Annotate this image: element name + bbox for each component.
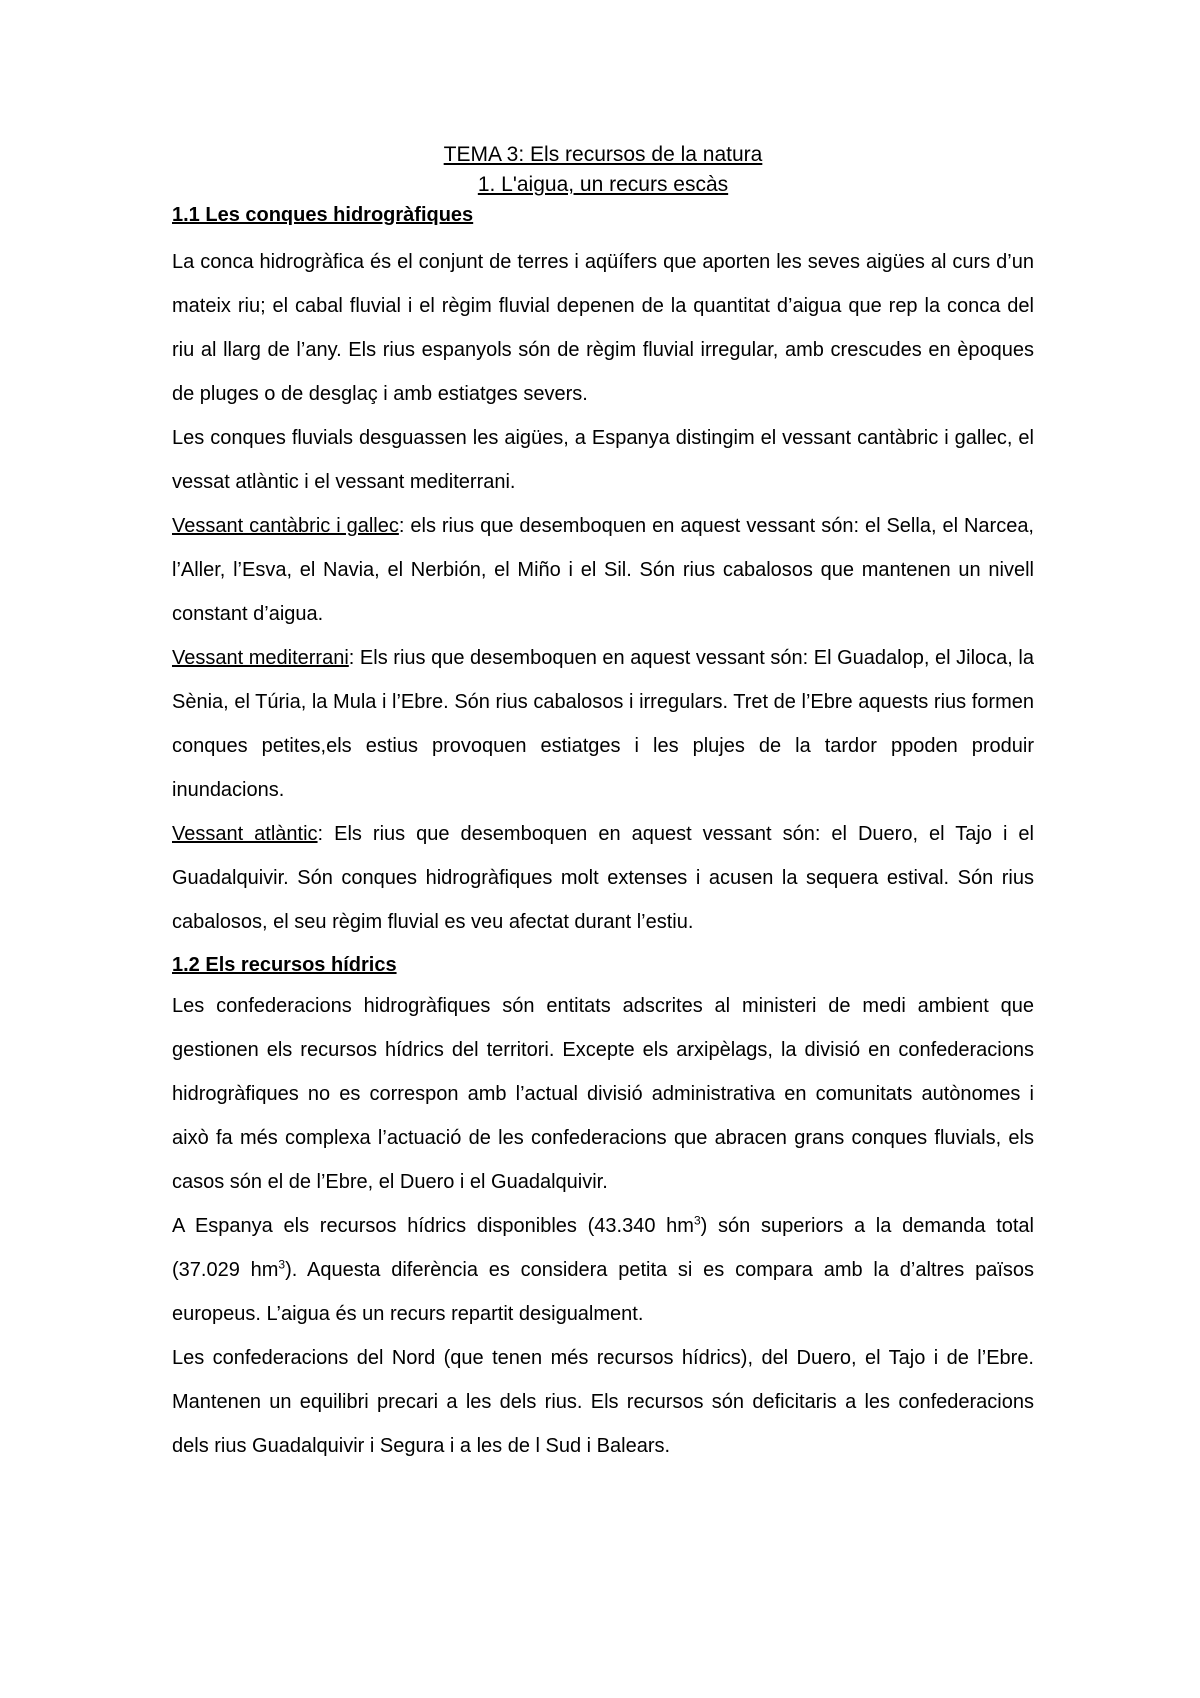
paragraph-vessant-atlantic <box>172 812 1034 944</box>
paragraph-vessant-mediterrani <box>172 636 1034 812</box>
text-recursos-a: A Espanya els recursos hídrics disponibles (43.340 hm <box>172 1215 694 1237</box>
label-vessant-cantabric: Vessant cantàbric i gallec <box>172 515 399 537</box>
paragraph-vessants-intro: Les conques fluvials desguassen les aigües, a Espanya distingim el vessant cantàbric i gallec, el vessat atlàntic i el vessant mediterrani. <box>172 427 1034 493</box>
label-vessant-atlantic: Vessant atlàntic <box>172 823 318 845</box>
paragraph-confederacions: Les confederacions hidrogràfiques són entitats adscrites al ministeri de medi ambient que gestionen els recursos hídrics del territori. Excepte els arxipèlags, la divisió en confederacions hidrogràfiques no es correspon amb l’actual divisió administrativa en comunitats autònomes i això fa més complexa l’actuació de les confederacions que abracen grans conques fluvials, els casos són el de l’Ebre, el Duero i el Guadalquivir. <box>172 995 1034 1193</box>
chapter-title: 1. L'aigua, un recurs escàs <box>477 173 729 196</box>
paragraph-conca-definition: La conca hidrogràfica és el conjunt de terres i aqüífers que aporten les seves aigües al curs d’un mateix riu; el cabal fluvial i el règim fluvial depenen de la quantitat d’aigua que rep la conca del riu al llarg de l’any. Els rius espanyols són de règim fluvial irregular, amb crescudes en èpoques de pluges o de desglaç i amb estiatges severs. <box>172 251 1034 405</box>
paragraph-recursos-disponibles <box>172 1204 1034 1336</box>
paragraph-vessant-cantabric <box>172 504 1034 636</box>
document-page <box>172 140 1034 1468</box>
paragraph-confederacions-nord: Les confederacions del Nord (que tenen més recursos hídrics), del Duero, el Tajo i de l’Ebre. Mantenen un equilibri precari a les dels rius. Els recursos són deficitaris a les confederacions dels rius Guadalquivir i Segura i a les de l Sud i Balears. <box>172 1347 1034 1457</box>
label-vessant-mediterrani: Vessant mediterrani <box>172 647 349 669</box>
superscript-cubed: 3 <box>278 1257 286 1272</box>
text-vessant-mediterrani: : Els rius que desemboquen en aquest vessant són: El Guadalop, el Jiloca, la Sènia, el Túria, la Mula i l’Ebre. Són rius cabalosos i irregulars. Tret de l’Ebre aquests rius formen conques petites,els estius provoquen estiatges i les plujes de la tardor ppoden produir inundacions. <box>172 647 1034 801</box>
section-heading-conques: 1.1 Les conques hidrogràfiques <box>172 204 474 226</box>
text-vessant-cantabric: : els rius que desemboquen en aquest vessant són: el Sella, el Narcea, l’Aller, l’Esva, el Navia, el Nerbión, el Miño i el Sil. Són rius cabalosos que mantenen un nivell constant d’aigua. <box>172 515 1034 625</box>
text-vessant-atlantic: : Els rius que desemboquen en aquest vessant són: el Duero, el Tajo i el Guadalquivir. Són conques hidrogràfiques molt extenses i acusen la sequera estival. Són rius cabalosos, el seu règim fluvial es veu afectat durant l’estiu. <box>172 823 1034 933</box>
text-recursos-c: ). Aquesta diferència es considera petita si es compara amb la d’altres països europeus. L’aigua és un recurs repartit desigualment. <box>172 1259 1034 1325</box>
text-recursos-b: ) són superiors a la demanda total (37.029 hm <box>172 1215 1034 1281</box>
section-heading-recursos: 1.2 Els recursos hídrics <box>172 954 397 976</box>
superscript-cubed: 3 <box>693 1213 701 1228</box>
page-title: TEMA 3: Els recursos de la natura <box>443 143 763 166</box>
